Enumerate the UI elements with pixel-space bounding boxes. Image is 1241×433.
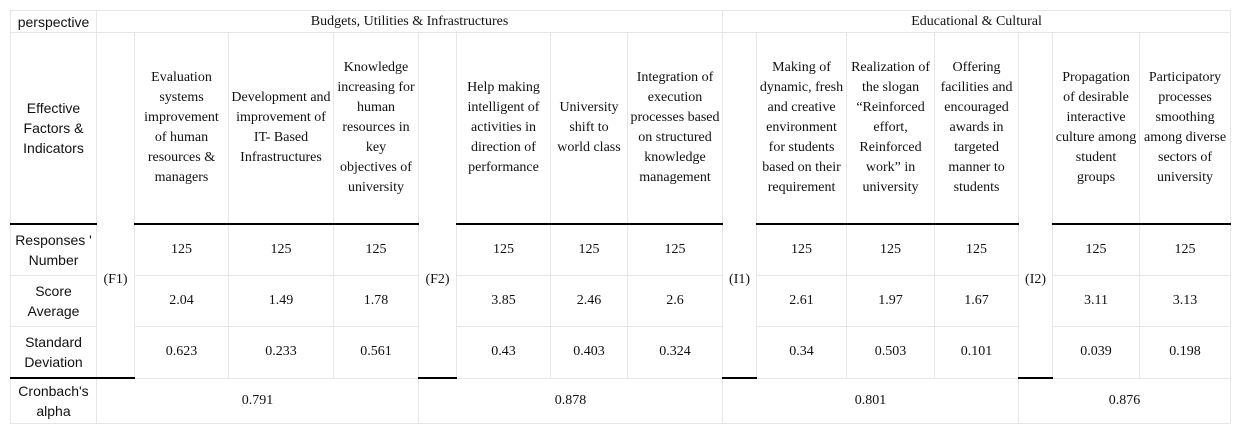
cronbach-i2-value: 0.876 (1019, 378, 1231, 424)
table-cell: 3.85 (457, 276, 551, 327)
cronbach-f1-value: 0.791 (97, 378, 419, 424)
table-cell: 125 (757, 224, 847, 276)
column-header: Participatory processes smoothing among diverse sectors of university (1140, 33, 1231, 225)
table-cell: 0.403 (551, 327, 628, 379)
factor-i2-label: (I2) (1019, 33, 1053, 379)
table-cell: 125 (1140, 224, 1231, 276)
factor-f1-label: (F1) (97, 33, 135, 379)
table-cell: 0.039 (1053, 327, 1140, 379)
table-cell: 125 (935, 224, 1019, 276)
cronbach-f2-value: 0.878 (419, 378, 723, 424)
cronbach-i1-value: 0.801 (723, 378, 1019, 424)
table-cell: 0.34 (757, 327, 847, 379)
table-cell: 1.78 (334, 276, 419, 327)
table-cell: 125 (1053, 224, 1140, 276)
column-header: Evaluation systems improvement of human resources & managers (135, 33, 229, 225)
factor-i1-label: (I1) (723, 33, 757, 379)
table-cell: 125 (847, 224, 935, 276)
table-cell: 125 (551, 224, 628, 276)
column-header: Offering facilities and encouraged awards in targeted manner to students (935, 33, 1019, 225)
perspective-label: perspective (11, 11, 97, 33)
table-cell: 0.43 (457, 327, 551, 379)
table-cell: 125 (628, 224, 723, 276)
row-label-cronbach: Cronbach's alpha (11, 378, 97, 424)
table-cell: 0.198 (1140, 327, 1231, 379)
cronbach-row (11, 378, 1231, 424)
table-cell: 1.97 (847, 276, 935, 327)
column-header: Knowledge increasing for human resources in key objectives of university (334, 33, 419, 225)
table-cell: 0.503 (847, 327, 935, 379)
table-cell: 2.6 (628, 276, 723, 327)
perspective-row (11, 11, 1231, 33)
table-cell: 0.561 (334, 327, 419, 379)
row-label-standard-deviation: Standard Deviation (11, 327, 97, 379)
indicator-header-row (11, 33, 1231, 225)
group-budgets-header: Budgets, Utilities & Infrastructures (97, 11, 723, 33)
table-cell: 125 (135, 224, 229, 276)
table-cell: 1.49 (229, 276, 334, 327)
column-header: Making of dynamic, fresh and creative environment for students based on their requirement (757, 33, 847, 225)
table-cell: 1.67 (935, 276, 1019, 327)
column-header: Help making intelligent of activities in direction of performance (457, 33, 551, 225)
table-cell: 0.101 (935, 327, 1019, 379)
table-cell: 125 (457, 224, 551, 276)
column-header: University shift to world class (551, 33, 628, 225)
row-label-score-average: Score Average (11, 276, 97, 327)
column-header: Realization of the slogan “Reinforced effort, Reinforced work” in university (847, 33, 935, 225)
table-cell: 2.04 (135, 276, 229, 327)
row-label-responses: Responses ' Number (11, 224, 97, 276)
table-cell: 2.61 (757, 276, 847, 327)
row-header-label: Effective Factors & Indicators (11, 33, 97, 225)
column-header: Propagation of desirable interactive culture among student groups (1053, 33, 1140, 225)
table-cell: 0.623 (135, 327, 229, 379)
table-cell: 3.13 (1140, 276, 1231, 327)
factor-f2-label: (F2) (419, 33, 457, 379)
table-cell: 2.46 (551, 276, 628, 327)
indicators-table (10, 10, 1231, 424)
group-educational-header: Educational & Cultural (723, 11, 1231, 33)
table-cell: 125 (334, 224, 419, 276)
column-header: Integration of execution processes based on structured knowledge management (628, 33, 723, 225)
table-cell: 125 (229, 224, 334, 276)
column-header: Development and improvement of IT- Based Infrastructures (229, 33, 334, 225)
table-cell: 0.233 (229, 327, 334, 379)
table-cell: 3.11 (1053, 276, 1140, 327)
table-cell: 0.324 (628, 327, 723, 379)
